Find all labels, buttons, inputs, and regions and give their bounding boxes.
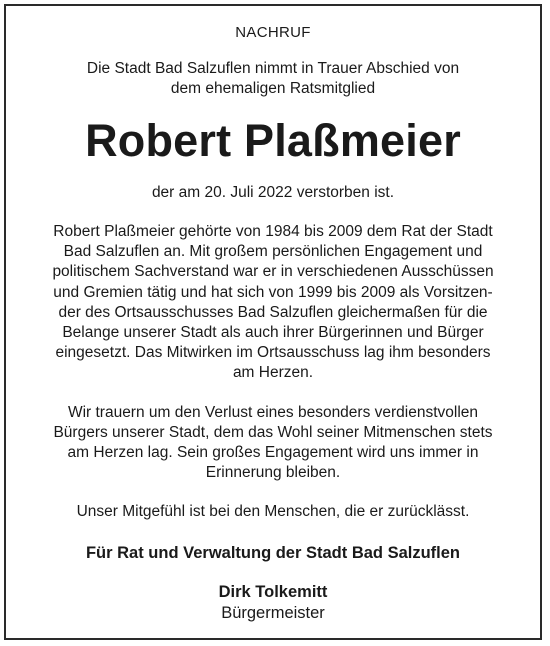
intro-line: dem ehemaligen Ratsmitglied bbox=[170, 80, 376, 97]
obituary-frame bbox=[4, 4, 542, 640]
signer-name: Dirk Tolkemitt bbox=[218, 582, 328, 601]
intro-line: Die Stadt Bad Salzuflen nimmt in Trauer Abschied von bbox=[86, 60, 460, 77]
condolence-paragraph bbox=[6, 502, 540, 522]
obituary-content bbox=[6, 6, 540, 623]
paragraph-line: und Gremien tätig und hat sich von 1999 bis 2009 als Vorsitzen- bbox=[53, 283, 493, 301]
signer-role: Bürgermeister bbox=[221, 603, 325, 622]
sender-line: Für Rat und Verwaltung der Stadt Bad Salzuflen bbox=[85, 543, 461, 562]
death-date-line: der am 20. Juli 2022 verstorben ist. bbox=[151, 184, 395, 201]
deceased-name: Robert Plaßmeier bbox=[85, 115, 461, 166]
paragraph-line: eingesetzt. Das Mitwirken im Ortsausschuss lag ihm besonders bbox=[55, 344, 491, 362]
paragraph-line: Bürgers unserer Stadt, dem das Wohl seiner Mitmenschen stets bbox=[53, 423, 493, 441]
tribute-paragraph-1 bbox=[6, 222, 540, 384]
tribute-paragraph-2 bbox=[6, 403, 540, 484]
obituary-heading: NACHRUF bbox=[235, 24, 311, 41]
paragraph-line: Wir trauern um den Verlust eines besonders verdienstvollen bbox=[67, 403, 479, 421]
paragraph-line: Erinnerung bleiben. bbox=[205, 464, 341, 482]
intro-text bbox=[6, 59, 540, 99]
paragraph-line: der des Ortsausschusses Bad Salzuflen gleichermaßen für die bbox=[58, 303, 488, 321]
paragraph-line: politischem Sachverstand war er in verschiedenen Ausschüssen bbox=[52, 263, 494, 281]
paragraph-line: Unser Mitgefühl ist bei den Menschen, die er zurücklässt. bbox=[76, 503, 470, 521]
paragraph-line: Robert Plaßmeier gehörte von 1984 bis 2009 dem Rat der Stadt bbox=[53, 223, 493, 240]
paragraph-line: Bad Salzuflen an. Mit großem persönlichen Engagement und bbox=[63, 243, 483, 261]
paragraph-line: am Herzen. bbox=[232, 364, 314, 382]
paragraph-line: Belange unserer Stadt als auch ihrer Bürgerinnen und Bürger bbox=[62, 324, 484, 342]
paragraph-line: am Herzen lag. Sein großes Engagement wird uns immer in bbox=[67, 444, 479, 462]
